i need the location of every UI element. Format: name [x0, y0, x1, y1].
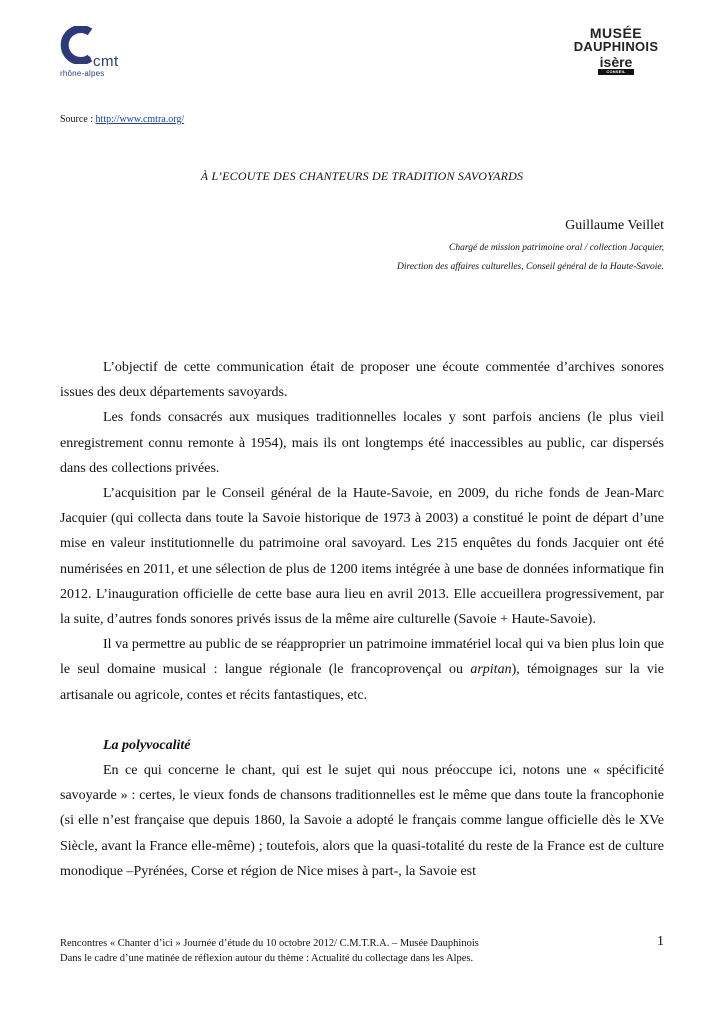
- cmtra-c-icon: [60, 26, 94, 64]
- document-body: [60, 355, 664, 884]
- author-name: Guillaume Veillet: [565, 218, 664, 233]
- logo-region-text: rhône-alpes: [60, 69, 105, 78]
- title-lead: À L’: [200, 169, 223, 183]
- logo-cmt-text: cmt: [93, 53, 119, 70]
- page-number: 1: [657, 934, 664, 949]
- logo-musee-text: MUSÉE: [589, 25, 643, 41]
- logo-dauphinois-text: DAUPHINOIS: [573, 39, 659, 54]
- author-affiliation-2: Direction des affaires culturelles, Conseil général de la Haute-Savoie.: [396, 262, 664, 272]
- cmtra-logo: [60, 26, 132, 80]
- logo-conseil-text: CONSEIL GÉNÉRAL: [605, 69, 627, 80]
- logo-isere-text: isère: [598, 56, 635, 75]
- document-title: [60, 169, 664, 184]
- paragraph-5: En ce qui concerne le chant, qui est le sujet qui nous préoccupe ici, notons une « spécificité savoyarde » : certes, le vieux fonds de chansons traditionnelles est le même que dans toute la francophonie (si elle n’est française que depuis 1860, la Savoie a adopté le français comme langue officielle dès le XVe Siècle, avant la France elle-même) ; toutefois, alors que la quasi-totalité du reste de la France est de culture monodique –Pyrénées, Corse et région de Nice mises à part-, la Savoie est: [60, 763, 664, 879]
- source-label: Source :: [60, 114, 96, 125]
- paragraph-4: [60, 632, 664, 708]
- section-title: La polyvocalité: [103, 737, 191, 753]
- paragraph-1: L’objectif de cette communication était de proposer une écoute commentée d’archives sonores issues des deux départements savoyards.: [60, 360, 664, 401]
- paragraph-4-after: ), témoignages sur la vie artisanale ou agricole, contes et récits fantastiques, etc.: [60, 662, 664, 703]
- footer-line-2: Dans le cadre d’une matinée de réflexion autour du thème : Actualité du collectage dans les Alpes.: [60, 953, 474, 964]
- title-rest: ECOUTE DES CHANTEURS DE TRADITION SAVOYARDS: [222, 169, 524, 183]
- page-footer: [60, 936, 560, 966]
- footer-line-1: Rencontres « Chanter d’ici » Journée d’étude du 10 octobre 2012/ C.M.T.R.A. – Musée Dauphinois: [60, 938, 479, 949]
- author-affiliation-1: Chargé de mission patrimoine oral / collection Jacquier,: [449, 243, 664, 253]
- paragraph-4-before: Il va permettre au public de se réapproprier un patrimoine immatériel local qui va bien plus loin que le seul domaine musical : langue régionale (le francoprovençal ou: [60, 637, 664, 678]
- paragraph-4-italic: arpitan: [470, 662, 512, 678]
- paragraph-2: Les fonds consacrés aux musiques traditionnelles locales y sont parfois anciens (le plus vieil enregistrement connu remonte à 1954), mais ils ont longtemps été inaccessibles au public, car dispersés dans des collections privées.: [60, 410, 664, 476]
- source-line: [60, 114, 184, 125]
- source-link[interactable]: http://www.cmtra.org/: [95, 114, 185, 125]
- musee-dauphinois-logo: [566, 26, 666, 81]
- paragraph-3: L’acquisition par le Conseil général de la Haute-Savoie, en 2009, du riche fonds de Jean-Marc Jacquier (qui collecta dans toute la Savoie historique de 1973 à 2003) a constitué le point de départ d’une mise en valeur institutionnelle du patrimoine oral savoyard. Les 215 enquêtes du fonds Jacquier ont été numérisées en 2011, et une sélection de plus de 1200 items intégrée à une base de données informatique fin 2012. L’inauguration officielle de cette base aura lieu en avril 2013. Elle accueillera progressivement, par la suite, d’autres fonds sonores privés issus de la même aire culturelle (Savoie + Haute-Savoie).: [60, 486, 664, 628]
